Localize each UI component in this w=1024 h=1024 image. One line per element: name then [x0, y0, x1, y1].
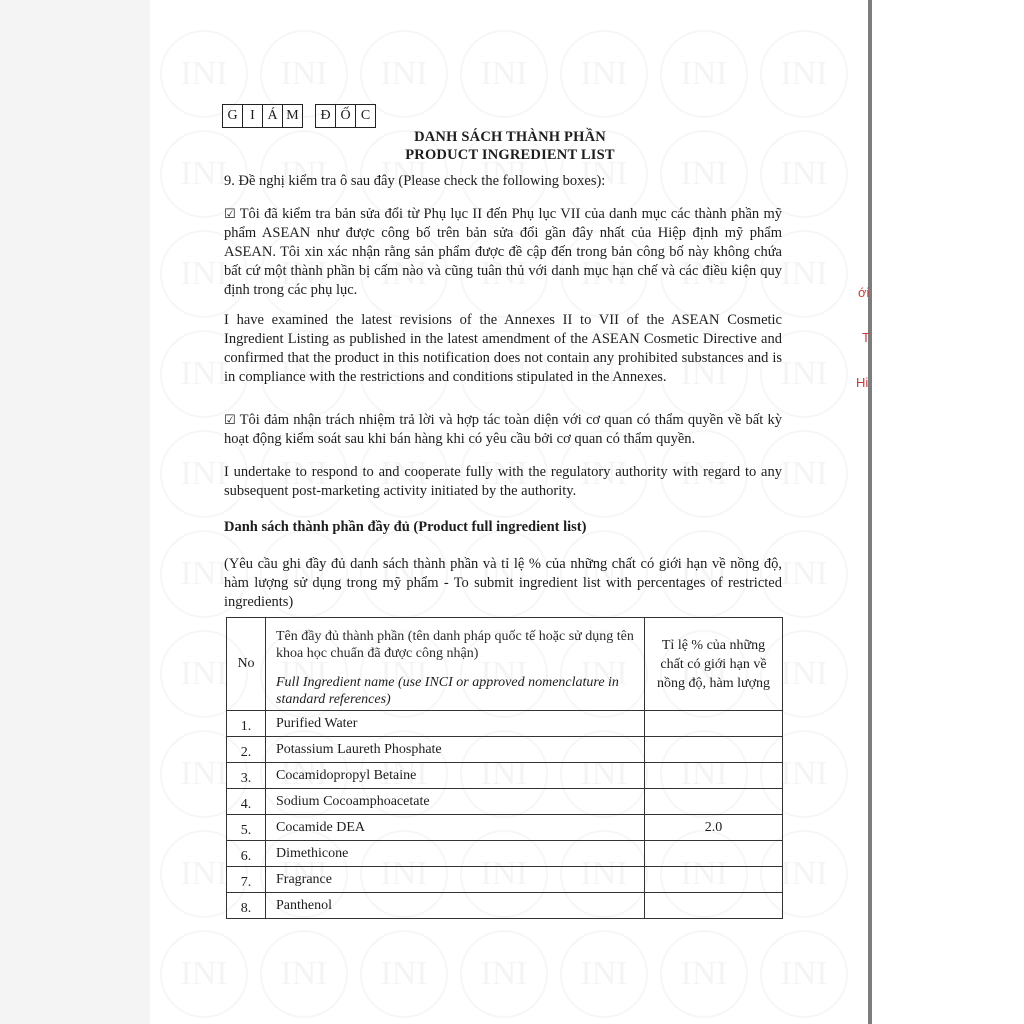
watermark-logo — [760, 930, 848, 1018]
title-vietnamese: DANH SÁCH THÀNH PHẦN — [414, 129, 606, 145]
stamp-box-letter: Ố — [336, 105, 356, 127]
ingredient-name: Purified Water — [266, 711, 645, 737]
row-number: 5. — [227, 815, 266, 841]
stamp-box-letter: M — [286, 108, 299, 123]
title-stamp-boxes — [222, 104, 376, 128]
header-name-english: Full Ingredient name (use INCI or approved nomenclature in standard references) — [276, 675, 619, 707]
header-no: No — [227, 618, 266, 711]
ingredient-name: Cocamidopropyl Betaine — [266, 763, 645, 789]
ingredient-percentage — [645, 737, 783, 763]
ingredient-percentage — [645, 711, 783, 737]
row-number: 6. — [227, 841, 266, 867]
document-title — [340, 128, 680, 164]
row-number: 8. — [227, 893, 266, 919]
ingredient-name: Sodium Cocoamphoacetate — [266, 789, 645, 815]
ingredient-percentage: 2.0 — [645, 815, 783, 841]
declaration-2-vietnamese — [224, 411, 782, 449]
title-english: PRODUCT INGREDIENT LIST — [405, 147, 615, 163]
red-stamp-fragment: Hi — [856, 375, 869, 390]
declaration-2-english: I undertake to respond to and cooperate fully with the regulatory authority with regard to any subsequent post-marketing activity initiated by the authority. — [224, 464, 782, 499]
watermark-logo — [360, 930, 448, 1018]
stamp-box-letter: G — [223, 105, 243, 127]
ingredient-percentage — [645, 867, 783, 893]
checked-checkbox-icon: ☑ — [224, 413, 236, 428]
declaration-2-vi-text: Tôi đảm nhận trách nhiệm trả lời và hợp tác toàn diện với cơ quan có thẩm quyền về bất kỳ hoạt động kiểm soát sau khi bán hàng khi có yêu cầu bởi cơ quan có thẩm quyền. — [224, 412, 782, 447]
stamp-box-letter: Á — [263, 105, 283, 127]
header-percentage: Tỉ lệ % của những chất có giới hạn về nồng độ, hàm lượng — [645, 618, 783, 711]
stamp-box-group-2 — [315, 104, 376, 128]
watermark-logo — [160, 930, 248, 1018]
ingredient-percentage — [645, 841, 783, 867]
watermark-logo — [760, 30, 848, 118]
watermark-logo — [460, 930, 548, 1018]
ingredient-name: Panthenol — [266, 893, 645, 919]
table-header-row — [227, 618, 783, 711]
table-row — [227, 763, 783, 789]
stamp-box-letter: I — [243, 105, 263, 127]
row-number: 4. — [227, 789, 266, 815]
section-9-heading: 9. Đề nghị kiểm tra ô sau đây (Please check the following boxes): — [224, 173, 606, 189]
ingredient-name: Fragrance — [266, 867, 645, 893]
watermark-logo — [260, 930, 348, 1018]
stamp-box-letter: C — [360, 108, 371, 123]
row-number: 3. — [227, 763, 266, 789]
watermark-logo — [460, 30, 548, 118]
table-row — [227, 789, 783, 815]
table-row — [227, 711, 783, 737]
header-ingredient-name — [266, 618, 645, 711]
watermark-logo — [560, 30, 648, 118]
scan-side-margin — [856, 0, 1024, 1024]
row-number: 1. — [227, 711, 266, 737]
row-number: 2. — [227, 737, 266, 763]
ingredient-name: Cocamide DEA — [266, 815, 645, 841]
full-ingredient-list-heading: Danh sách thành phần đầy đủ (Product full ingredient list) — [224, 519, 587, 535]
watermark-logo — [660, 930, 748, 1018]
ingredient-name: Dimethicone — [266, 841, 645, 867]
row-number: 7. — [227, 867, 266, 893]
table-row — [227, 893, 783, 919]
table-row — [227, 737, 783, 763]
ingredient-percentage — [645, 893, 783, 919]
declaration-1-vietnamese — [224, 205, 782, 300]
watermark-logo — [660, 30, 748, 118]
watermark-logo — [560, 930, 648, 1018]
stamp-box-group-1 — [222, 104, 303, 128]
table-row — [227, 815, 783, 841]
full-ingredient-list-note: (Yêu cầu ghi đầy đủ danh sách thành phần và tỉ lệ % của những chất có giới hạn về nồng độ, hàm lượng sử dụng trong mỹ phẩm - To submit ingredient list with percentages of restricted ingredients) — [224, 556, 782, 610]
document-page — [150, 0, 868, 1024]
header-name-vietnamese: Tên đầy đủ thành phần (tên danh pháp quốc tế hoặc sử dụng tên khoa học chuẩn đã được công nhận) — [276, 629, 634, 661]
red-stamp-fragment: ới — [858, 285, 870, 300]
checked-checkbox-icon: ☑ — [224, 207, 236, 222]
table-row — [227, 841, 783, 867]
ingredient-name: Potassium Laureth Phosphate — [266, 737, 645, 763]
stamp-box-letter: Đ — [316, 105, 336, 127]
red-stamp-fragment: T — [862, 330, 870, 345]
ingredient-percentage — [645, 763, 783, 789]
ingredient-percentage — [645, 789, 783, 815]
declaration-1-vi-text: Tôi đã kiểm tra bản sửa đổi từ Phụ lục II đến Phụ lục VII của danh mục các thành phần mỹ phẩm ASEAN như được công bố trên bản sửa đổi gần đây nhất của Hiệp định mỹ phẩm ASEAN. Tôi xin xác nhận rằng sản phẩm được đề cập đến trong bản công bố này không chứa bất cứ một thành phần bị cấm nào và cũng tuân thủ với danh mục hạn chế và các điều kiện quy định trong các phụ lục. — [224, 206, 782, 298]
declaration-1-english: I have examined the latest revisions of the Annexes II to VII of the ASEAN Cosmetic Ingredient Listing as published in the latest amendment of the ASEAN Cosmetic Directive and confirmed that the product in this notification does not contain any prohibited substances and is in compliance with the restrictions and conditions stipulated in the Annexes. — [224, 312, 782, 385]
ingredient-table — [226, 617, 783, 919]
table-row — [227, 867, 783, 893]
